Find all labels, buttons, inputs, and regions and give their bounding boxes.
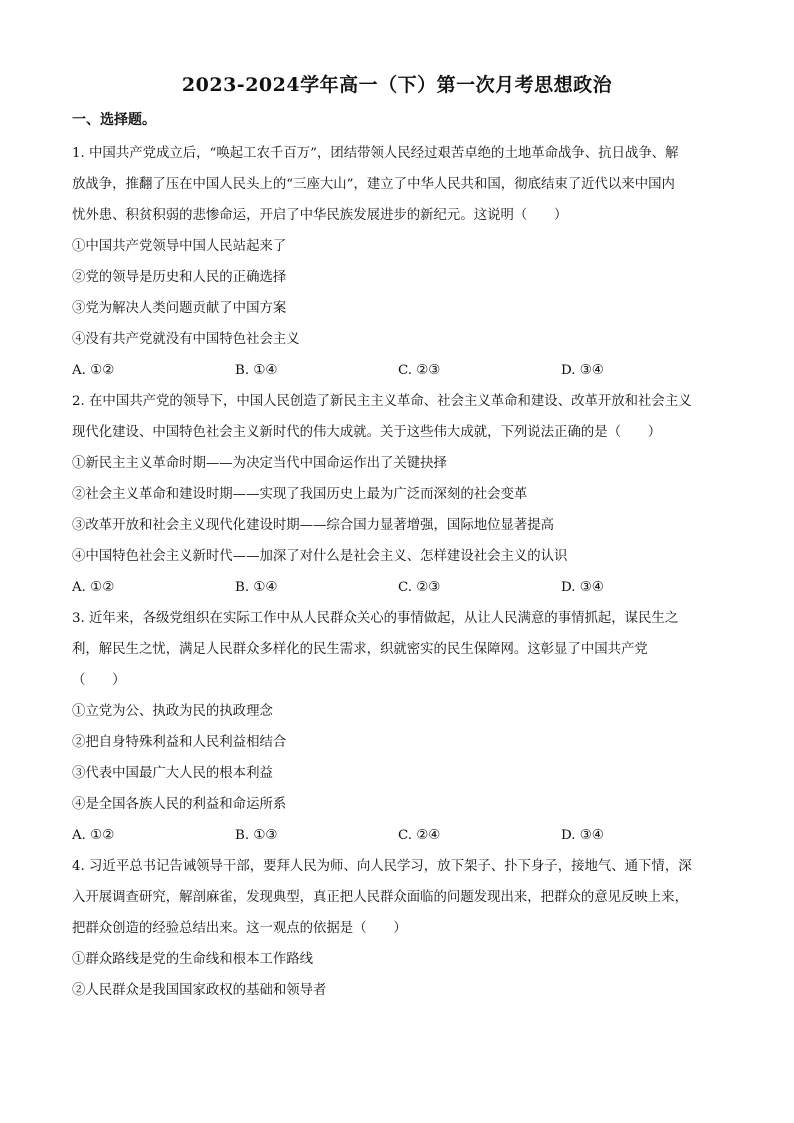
question-stem-line: 现代化建设、中国特色社会主义新时代的伟大成就。关于这些伟大成就，下列说法正确的是（ ） bbox=[72, 425, 662, 440]
choice-d: D. ③④ bbox=[561, 580, 604, 595]
choice-c: C. ②③ bbox=[398, 580, 441, 595]
choice-a: A. ①② bbox=[72, 363, 115, 378]
statement-option: ④是全国各族人民的利益和命运所系 bbox=[72, 797, 287, 812]
choice-b: B. ①④ bbox=[235, 363, 278, 378]
statement-option: ③党为解决人类问题贡献了中国方案 bbox=[72, 301, 287, 316]
choice-a: A. ①② bbox=[72, 828, 115, 843]
statement-option: ③改革开放和社会主义现代化建设时期——综合国力显著增强，国际地位显著提高 bbox=[72, 518, 555, 533]
question-stem-line: 忧外患、积贫积弱的悲惨命运，开启了中华民族发展进步的新纪元。这说明（ ） bbox=[72, 208, 568, 223]
statement-option: ③代表中国最广大人民的根本利益 bbox=[72, 766, 273, 781]
choice-c: C. ②④ bbox=[398, 828, 441, 843]
statement-option: ①新民主主义革命时期——为决定当代中国命运作出了关键抉择 bbox=[72, 456, 447, 471]
question-4 bbox=[72, 851, 724, 1006]
question-stem-line: 3. 近年来，各级党组织在实际工作中从人民群众关心的事情做起，从让人民满意的事情抓起，谋民生之 bbox=[72, 611, 679, 626]
question-stem-line: 把群众创造的经验总结出来。这一观点的依据是（ ） bbox=[72, 921, 407, 936]
section-heading: 一、选择题。 bbox=[72, 112, 156, 128]
statement-option: ②人民群众是我国国家政权的基础和领导者 bbox=[72, 983, 327, 998]
choice-c: C. ②③ bbox=[398, 363, 441, 378]
choice-d: D. ③④ bbox=[561, 363, 604, 378]
choice-a: A. ①② bbox=[72, 580, 115, 595]
choice-b: B. ①③ bbox=[235, 828, 278, 843]
question-stem-line: 利，解民生之忧，满足人民群众多样化的民生需求，织就密实的民生保障网。这彰显了中国共产党 bbox=[72, 642, 648, 657]
answer-choices bbox=[72, 572, 724, 603]
question-2 bbox=[72, 386, 724, 603]
choice-b: B. ①④ bbox=[235, 580, 278, 595]
statement-option: ①中国共产党领导中国人民站起来了 bbox=[72, 239, 287, 254]
question-stem-line: 2. 在中国共产党的领导下，中国人民创造了新民主主义革命、社会主义革命和建设、改革开放和社会主义 bbox=[72, 394, 692, 409]
question-stem-line: 入开展调查研究，解剖麻雀，发现典型，真正把人民群众面临的问题发现出来，把群众的意见反映上来， bbox=[72, 890, 688, 905]
statement-option: ①立党为公、执政为民的执政理念 bbox=[72, 704, 273, 719]
statement-option: ④中国特色社会主义新时代——加深了对什么是社会主义、怎样建设社会主义的认识 bbox=[72, 549, 568, 564]
question-1 bbox=[72, 138, 724, 386]
question-stem-line: 放战争，推翻了压在中国人民头上的“三座大山”，建立了中华人民共和国，彻底结束了近代以来中国内 bbox=[72, 177, 675, 192]
choice-d: D. ③④ bbox=[561, 828, 604, 843]
question-stem-line: （ ） bbox=[72, 673, 126, 688]
answer-choices bbox=[72, 355, 724, 386]
statement-option: ②社会主义革命和建设时期——实现了我国历史上最为广泛而深刻的社会变革 bbox=[72, 487, 528, 502]
question-3 bbox=[72, 603, 724, 851]
statement-option: ②把自身特殊利益和人民利益相结合 bbox=[72, 735, 287, 750]
exam-title: 2023-2024学年高一（下）第一次月考思想政治 bbox=[181, 74, 613, 96]
answer-choices bbox=[72, 820, 724, 851]
question-list bbox=[72, 138, 724, 1006]
question-stem-line: 1. 中国共产党成立后，“唤起工农千百万”，团结带领人民经过艰苦卓绝的土地革命战争、抗日战争、解 bbox=[72, 146, 679, 161]
question-stem-line: 4. 习近平总书记告诫领导干部，要拜人民为师、向人民学习，放下架子、扑下身子，接地气、通下情，深 bbox=[72, 859, 692, 874]
statement-option: ①群众路线是党的生命线和根本工作路线 bbox=[72, 952, 314, 967]
statement-option: ②党的领导是历史和人民的正确选择 bbox=[72, 270, 287, 285]
statement-option: ④没有共产党就没有中国特色社会主义 bbox=[72, 332, 300, 347]
